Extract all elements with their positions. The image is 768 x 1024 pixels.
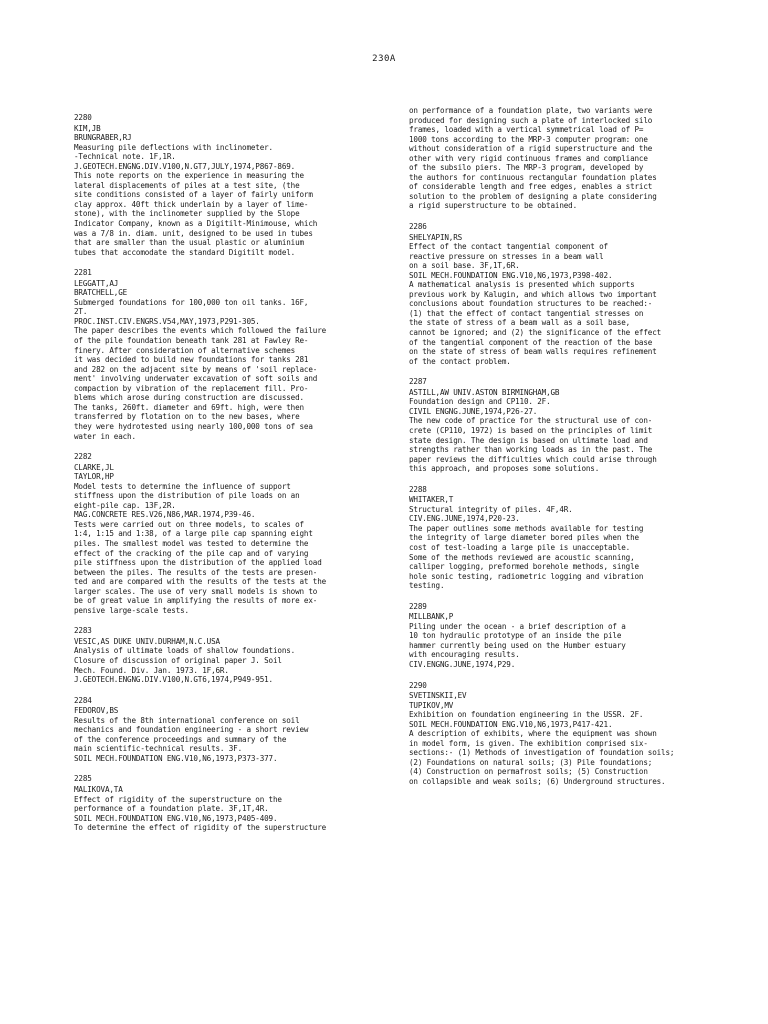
- entry-text-line: of the subsilo piers. The MRP-3 program, developed by: [409, 163, 644, 173]
- entry-number: 2286: [409, 222, 427, 232]
- entry-text-line: SOIL MECH.FOUNDATION ENG.V10,N6,1973,P405-409.: [74, 813, 278, 823]
- entry-text-line: hole sonic testing, radiometric logging and vibration: [409, 571, 644, 581]
- entry-text-line: Results of the 8th international conference on soil: [74, 715, 300, 725]
- entry-text-line: on a soil base. 3F,1T,6R.: [409, 261, 520, 271]
- entry-text-line: produced for designing such a plate of interlocked silo: [409, 115, 653, 125]
- entry-text-line: A mathematical analysis is presented which supports: [409, 280, 635, 290]
- entry-text-line: Some of the methods reviewed are acoustic scanning,: [409, 552, 635, 562]
- entry-text-line: state design. The design is based on ultimate load and: [409, 435, 648, 445]
- entry-text-line: ted and are compared with the results of the tests at the: [74, 577, 327, 587]
- entry-text-line: the authors for continuous rectangular foundation plates: [409, 172, 657, 182]
- entry-number: 2285: [74, 774, 92, 784]
- entry-text-line: ment' involving underwater excavation of soft soils and: [74, 374, 318, 384]
- entry-text-line: conclusions about foundation structures to be reached:-: [409, 299, 653, 309]
- entry-text-line: transferred by flotation on to the new bases, where: [74, 412, 300, 422]
- entry-text-line: sections:- (1) Methods of investigation of foundation soils;: [409, 748, 675, 758]
- entry-text-line: main scientific-technical results. 3F.: [74, 744, 243, 754]
- entry-text-line: MAG.CONCRETE RES.V26,N86,MAR.1974,P39-46.: [74, 510, 256, 520]
- abstract-entry: [74, 113, 396, 257]
- entry-text-line: this approach, and proposes some solutions.: [409, 464, 600, 474]
- entry-text-line: calliper logging, preformed borehole methods, single: [409, 562, 639, 572]
- entry-text-line: Indicator Company, known as a Digitilt-Minimouse, which: [74, 219, 318, 229]
- entry-text-line: and 282 on the adjacent site by means of 'soil replace-: [74, 364, 318, 374]
- entry-text-line: CIVIL ENGNG.JUNE,1974,P26-27.: [409, 406, 538, 416]
- right-column: [409, 106, 744, 798]
- abstract-entry: [409, 681, 744, 787]
- left-column: [74, 113, 396, 844]
- entry-text-line: other with very rigid continuous frames and compliance: [409, 153, 648, 163]
- entry-text-line: A description of exhibits, where the equipment was shown: [409, 729, 657, 739]
- entry-text-line: The paper outlines some methods available for testing: [409, 523, 644, 533]
- entry-number: 2288: [409, 484, 427, 494]
- entry-text-line: of the conference proceedings and summary of the: [74, 734, 287, 744]
- entry-text-line: lateral displacements of piles at a test site, (the: [74, 180, 300, 190]
- entry-text-line: Mech. Found. Div. Jan. 1973. 1F,6R.: [74, 665, 229, 675]
- entry-text-line: cost of test-loading a large pile is unacceptable.: [409, 542, 631, 552]
- entry-text-line: Submerged foundations for 100,000 ton oil tanks. 16F,: [74, 297, 309, 307]
- entry-text-line: The paper describes the events which followed the failure: [74, 326, 327, 336]
- entry-text-line: 1:4, 1:15 and 1:38, of a large pile cap spanning eight: [74, 529, 313, 539]
- entry-text-line: site conditions consisted of a layer of fairly uniform: [74, 190, 313, 200]
- entry-text-line: eight-pile cap. 13F,2R.: [74, 500, 176, 510]
- entry-text-line: the state of stress of a beam wall as a soil base,: [409, 318, 631, 328]
- abstract-entry: [74, 626, 396, 684]
- entry-text-line: piles. The smallest model was tested to determine the: [74, 538, 309, 548]
- entry-text-line: Model tests to determine the influence of support: [74, 481, 291, 491]
- entry-text-line: the integrity of large diameter bored piles when the: [409, 533, 639, 543]
- entry-text-line: stone), with the inclinometer supplied by the Slope: [74, 209, 300, 219]
- entry-text-line: 10 ton hydraulic prototype of an inside the pile: [409, 631, 622, 641]
- entry-text-line: TUPIKOV,MV: [409, 700, 454, 710]
- entry-text-line: (2) Foundations on natural soils; (3) Pile foundations;: [409, 757, 653, 767]
- entry-text-line: performance of a foundation plate. 3F,1T,4R.: [74, 804, 269, 814]
- entry-text-line: J.GEOTECH.ENGNG.DIV.V100,N.GT6,1974,P949-951.: [74, 675, 273, 685]
- entry-number: 2283: [74, 626, 92, 636]
- entry-text-line: of considerable length and free edges, enables a strict: [409, 182, 653, 192]
- entry-text-line: compaction by vibration of the replacement fill. Pro-: [74, 383, 309, 393]
- entry-text-line: BRATCHELL,GE: [74, 288, 128, 298]
- entry-text-line: SOIL MECH.FOUNDATION ENG.V10,N6,1973,P417-421.: [409, 719, 613, 729]
- entry-text-line: solution to the problem of designing a plate considering: [409, 191, 657, 201]
- entry-text-line: testing.: [409, 581, 445, 591]
- entry-text-line: that are smaller than the usual plastic or aluminium: [74, 238, 304, 248]
- entry-text-line: mechanics and foundation engineering - a short review: [74, 725, 309, 735]
- entry-text-line: SOIL MECH.FOUNDATION ENG.V10,N6,1973,P398-402.: [409, 270, 613, 280]
- abstract-entry: [74, 452, 396, 615]
- entry-text-line: blems which arose during construction are discussed.: [74, 393, 304, 403]
- entry-text-line: reactive pressure on stresses in a beam wall: [409, 251, 604, 261]
- entry-text-line: previous work by Kalugin, and which allows two important: [409, 289, 657, 299]
- entry-text-line: of the tangential component of the reaction of the base: [409, 337, 653, 347]
- entry-number: 2281: [74, 268, 92, 278]
- entry-text-line: pensive large-scale tests.: [74, 605, 189, 615]
- entry-text-line: TAYLOR,HP: [74, 472, 114, 482]
- entry-text-line: of the pile foundation beneath tank 281 at Fawley Re-: [74, 336, 309, 346]
- entry-text-line: Closure of discussion of original paper J. Soil: [74, 655, 282, 665]
- entry-number: 2289: [409, 601, 427, 611]
- abstract-entry: [74, 696, 396, 764]
- entry-text-line: in model form, is given. The exhibition comprised six-: [409, 738, 648, 748]
- entry-text-line: effect of the cracking of the pile cap and of varying: [74, 548, 309, 558]
- entry-text-line: This note reports on the experience in measuring the: [74, 171, 304, 181]
- entry-text-line: tubes that accomodate the standard Digitilt model.: [74, 247, 296, 257]
- entry-text-line: be of great value in amplifying the results of more ex-: [74, 596, 318, 606]
- entry-text-line: 2T.: [74, 307, 88, 317]
- entry-text-line: The new code of practice for the structural use of con-: [409, 416, 653, 426]
- entry-text-line: SHELYAPIN,RS: [409, 232, 463, 242]
- entry-text-line: Measuring pile deflections with inclinometer.: [74, 142, 273, 152]
- entry-text-line: The tanks, 260ft. diameter and 69ft. high, were then: [74, 402, 304, 412]
- entry-number: 2284: [74, 695, 92, 705]
- entry-text-line: on performance of a foundation plate, two variants were: [409, 106, 653, 115]
- abstract-entry: [409, 222, 744, 366]
- entry-text-line: between the piles. The results of the tests are presen-: [74, 567, 318, 577]
- entry-text-line: paper reviews the difficulties which could arise through: [409, 454, 657, 464]
- entry-text-line: PROC.INST.CIV.ENGRS.V54,MAY,1973,P291-305.: [74, 316, 260, 326]
- entry-text-line: of the contact problem.: [409, 356, 511, 366]
- abstract-entry: [409, 377, 744, 473]
- entry-text-line: FEDOROV,BS: [74, 706, 119, 716]
- entry-text-line: a rigid superstructure to be obtained.: [409, 201, 578, 211]
- abstract-entry: [74, 774, 396, 832]
- abstract-entry: [409, 602, 744, 670]
- entry-text-line: CLARKE,JL: [74, 462, 114, 472]
- entry-text-line: on collapsible and weak soils; (6) Underground structures.: [409, 777, 666, 786]
- entry-text-line: CIV.ENG.JUNE,1974,P20-23.: [409, 514, 520, 524]
- entry-text-line: Effect of rigidity of the superstructure on the: [74, 794, 282, 804]
- entry-number: 2290: [409, 680, 427, 690]
- entry-text-line: on the state of stress of beam walls requires refinement: [409, 347, 657, 357]
- entry-text-line: finery. After consideration of alternative schemes: [74, 345, 296, 355]
- entry-text-line: BRUNGRABER,RJ: [74, 133, 132, 143]
- entry-text-line: Piling under the ocean - a brief description of a: [409, 621, 626, 631]
- entry-text-line: Foundation design and CP110. 2F.: [409, 397, 551, 407]
- entry-text-line: SVETINSKII,EV: [409, 691, 467, 701]
- entry-text-line: WHITAKER,T: [409, 495, 454, 505]
- entry-text-line: clay approx. 40ft thick underlain by a layer of lime-: [74, 199, 309, 209]
- entry-text-line: KIM,JB: [74, 123, 101, 133]
- entry-text-line: MILLBANK,P: [409, 612, 454, 622]
- entry-text-line: with encouraging results.: [409, 650, 520, 660]
- entry-text-line: SOIL MECH.FOUNDATION ENG.V10,N6,1973,P373-377.: [74, 753, 278, 763]
- abstract-entry: [409, 106, 744, 211]
- entry-text-line: LEGGATT,AJ: [74, 278, 119, 288]
- entry-text-line: larger scales. The use of very small models is shown to: [74, 586, 318, 596]
- entry-text-line: Analysis of ultimate loads of shallow foundations.: [74, 646, 296, 656]
- entry-text-line: -Technical note. 1F,1R.: [74, 152, 176, 162]
- entry-number: 2287: [409, 377, 427, 387]
- entry-text-line: strengths rather than working loads as in the past. The: [409, 445, 653, 455]
- entry-text-line: To determine the effect of rigidity of the superstructure: [74, 823, 327, 833]
- entry-text-line: CIV.ENGNG.JUNE,1974,P29.: [409, 659, 516, 669]
- entry-text-line: ASTILL,AW UNIV.ASTON BIRMINGHAM,GB: [409, 387, 560, 397]
- entry-text-line: J.GEOTECH.ENGNG.DIV.V100,N.GT7,JULY,1974,P867-869.: [74, 161, 296, 171]
- abstract-entry: [74, 268, 396, 441]
- entry-text-line: without consideration of a rigid superstructure and the: [409, 144, 653, 154]
- entry-text-line: (4) Construction on permafrost soils; (5) Construction: [409, 767, 648, 777]
- entry-text-line: cannot be ignored; and (2) the significance of the effect: [409, 328, 662, 338]
- entry-text-line: stiffness upon the distribution of pile loads on an: [74, 491, 300, 501]
- entry-text-line: frames, loaded with a vertical symmetrical load of P=: [409, 125, 644, 135]
- entry-text-line: (1) that the effect of contact tangential stresses on: [409, 308, 644, 318]
- entry-text-line: 1000 tons according to the MRP-3 computer program: one: [409, 134, 648, 144]
- entry-number: 2280: [74, 113, 92, 122]
- entry-text-line: water in each.: [74, 431, 136, 441]
- entry-text-line: hammer currently being used on the Humber estuary: [409, 640, 626, 650]
- entry-number: 2282: [74, 452, 92, 462]
- entry-text-line: they were hydrotested using nearly 100,000 tons of sea: [74, 421, 313, 431]
- entry-text-line: Tests were carried out on three models, to scales of: [74, 519, 304, 529]
- entry-text-line: MALIKOVA,TA: [74, 785, 123, 794]
- entry-text-line: it was decided to build new foundations for tanks 281: [74, 355, 309, 365]
- entry-text-line: Structural integrity of piles. 4F,4R.: [409, 504, 573, 514]
- entry-text-line: was a 7/8 in. diam. unit, designed to be used in tubes: [74, 228, 313, 238]
- entry-text-line: VESIC,AS DUKE UNIV.DURHAM,N.C.USA: [74, 636, 220, 646]
- entry-text-line: crete (CP110, 1972) is based on the principles of limit: [409, 425, 653, 435]
- abstract-entry: [409, 485, 744, 591]
- entry-text-line: Exhibition on foundation engineering in the USSR. 2F.: [409, 710, 644, 720]
- page-number: 230A: [372, 54, 396, 64]
- entry-text-line: Effect of the contact tangential component of: [409, 242, 608, 252]
- entry-text-line: pile stiffness upon the distribution of the applied load: [74, 558, 322, 568]
